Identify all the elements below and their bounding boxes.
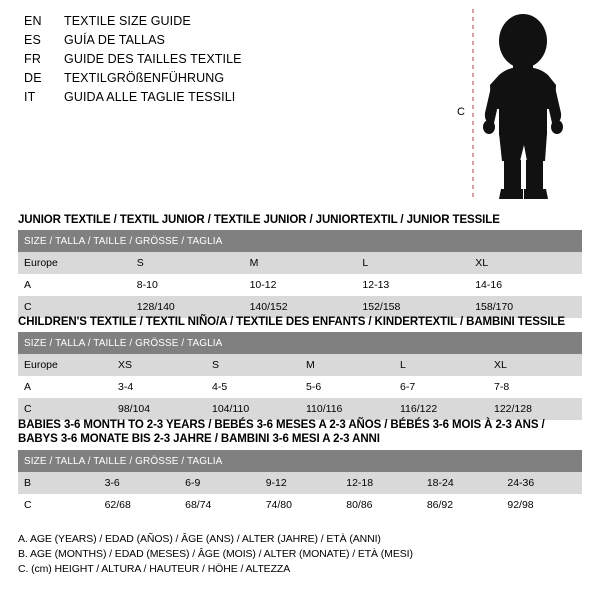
cell: XL (469, 252, 582, 274)
row-label: B (18, 472, 99, 494)
row-label: C (18, 494, 99, 516)
table-head-label: SIZE / TALLA / TAILLE / GRÖSSE / TAGLIA (18, 230, 582, 252)
header-row (24, 33, 444, 52)
row-label: A (18, 376, 112, 398)
cell: 80/86 (340, 494, 421, 516)
legend-line-b: B. AGE (MONTHS) / EDAD (MESES) / ÂGE (MOIS) / ALTER (MONATE) / ETÀ (MESI) (18, 548, 413, 560)
section-children (18, 316, 582, 420)
table-head-row (18, 450, 582, 472)
child-silhouette-icon (455, 5, 590, 205)
section-junior (18, 214, 582, 318)
cell: 86/92 (421, 494, 502, 516)
legend (18, 532, 582, 577)
header-row (24, 14, 444, 33)
section-title: CHILDREN'S TEXTILE / TEXTIL NIÑO/A / TEXTILE DES ENFANTS / KINDERTEXTIL / BAMBINI TESSILE (18, 316, 565, 328)
language-title: TEXTILGRÖßENFÜHRUNG (64, 71, 225, 85)
section-title: BABIES 3-6 MONTH TO 2-3 YEARS / BEBÉS 3-6 MESES A 2-3 AÑOS / BÉBÉS 3-6 MOIS À 2-3 ANS / BABYS 3-6 MONATE BIS 2-3 JAHRE / BAMBINI 3-6 MESI A 2-3 ANNI (18, 419, 545, 445)
row-label: C (18, 398, 112, 420)
cell: M (300, 354, 394, 376)
cell: 12-18 (340, 472, 421, 494)
table-head-row (18, 230, 582, 252)
row-label: Europe (18, 354, 112, 376)
cell: 3-4 (112, 376, 206, 398)
cell: S (131, 252, 244, 274)
language-code: ES (24, 33, 42, 47)
cell: 12-13 (356, 274, 469, 296)
table-row (18, 354, 582, 376)
cell: 152/158 (356, 296, 469, 318)
table-head-label: SIZE / TALLA / TAILLE / GRÖSSE / TAGLIA (18, 332, 582, 354)
cell: 68/74 (179, 494, 260, 516)
cell: 128/140 (131, 296, 244, 318)
cell: 3-6 (99, 472, 180, 494)
header-row (24, 71, 444, 90)
language-title: GUÍA DE TALLAS (64, 33, 165, 47)
language-header (24, 14, 444, 109)
row-label: A (18, 274, 131, 296)
babies-size-table (18, 450, 582, 516)
cell: XS (112, 354, 206, 376)
legend-line-c: C. (cm) HEIGHT / ALTURA / HAUTEUR / HÖHE / ALTEZZA (18, 563, 291, 575)
row-label: C (18, 296, 131, 318)
language-code: EN (24, 14, 42, 28)
table-row (18, 494, 582, 516)
table-row (18, 472, 582, 494)
language-title: TEXTILE SIZE GUIDE (64, 14, 191, 28)
cell: 5-6 (300, 376, 394, 398)
cell: XL (488, 354, 582, 376)
cell: L (394, 354, 488, 376)
children-size-table (18, 332, 582, 420)
table-head-row (18, 332, 582, 354)
cell: 6-7 (394, 376, 488, 398)
cell: 74/80 (260, 494, 341, 516)
cell: M (244, 252, 357, 274)
section-babies (18, 418, 582, 516)
cell: 62/68 (99, 494, 180, 516)
table-row (18, 398, 582, 420)
cell: 110/116 (300, 398, 394, 420)
measure-label-c: C (457, 106, 465, 118)
language-code: DE (24, 71, 42, 85)
cell: 140/152 (244, 296, 357, 318)
table-row (18, 296, 582, 318)
cell: 14-16 (469, 274, 582, 296)
cell: 122/128 (488, 398, 582, 420)
section-title: JUNIOR TEXTILE / TEXTIL JUNIOR / TEXTILE JUNIOR / JUNIORTEXTIL / JUNIOR TESSILE (18, 214, 500, 226)
cell: 7-8 (488, 376, 582, 398)
language-code: FR (24, 52, 42, 66)
header-row (24, 90, 444, 109)
language-title: GUIDE DES TAILLES TEXTILE (64, 52, 242, 66)
cell: 24-36 (501, 472, 582, 494)
cell: 104/110 (206, 398, 300, 420)
table-row (18, 252, 582, 274)
legend-line-a: A. AGE (YEARS) / EDAD (AÑOS) / ÂGE (ANS) / ALTER (JAHRE) / ETÀ (ANNI) (18, 533, 381, 545)
cell: 116/122 (394, 398, 488, 420)
row-label: Europe (18, 252, 131, 274)
table-row (18, 274, 582, 296)
cell: 8-10 (131, 274, 244, 296)
junior-size-table (18, 230, 582, 318)
table-row (18, 376, 582, 398)
table-head-label: SIZE / TALLA / TAILLE / GRÖSSE / TAGLIA (18, 450, 582, 472)
cell: 158/170 (469, 296, 582, 318)
cell: 92/98 (501, 494, 582, 516)
cell: 4-5 (206, 376, 300, 398)
cell: 9-12 (260, 472, 341, 494)
cell: S (206, 354, 300, 376)
cell: 98/104 (112, 398, 206, 420)
cell: 18-24 (421, 472, 502, 494)
cell: 6-9 (179, 472, 260, 494)
language-title: GUIDA ALLE TAGLIE TESSILI (64, 90, 236, 104)
cell: L (356, 252, 469, 274)
header-row (24, 52, 444, 71)
language-code: IT (24, 90, 36, 104)
cell: 10-12 (244, 274, 357, 296)
